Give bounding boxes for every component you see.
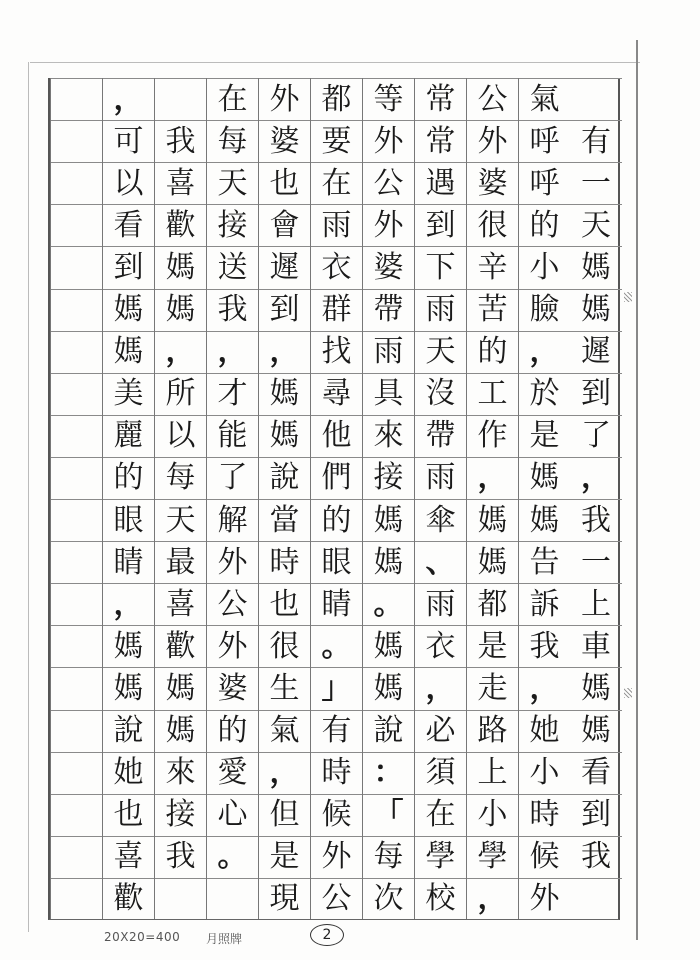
grid-cell [51,878,102,920]
grid-cell: 是 [467,625,518,667]
grid-cell: 婆 [467,162,518,204]
grid-cell [51,373,102,415]
grid-cell: 說 [363,710,414,752]
grid-cell: 媽 [519,499,570,541]
grid-cell: 走 [467,667,518,709]
grid-cell [51,752,102,794]
grid-cell [570,878,622,920]
grid-cell: 雨 [415,289,466,331]
grid-cell: 、 [415,541,466,583]
paper-brand-label: 月照牌 [206,932,243,946]
grid-cell: 路 [467,710,518,752]
grid-cell: 到 [415,204,466,246]
grid-cell: 雨 [311,204,362,246]
grid-column [362,78,414,919]
right-margin-line [636,40,638,940]
grid-cell: 群 [311,289,362,331]
grid-cell: 常 [415,120,466,162]
grid-cell: 呼 [519,162,570,204]
grid-cell: 到 [259,289,310,331]
grid-cell: 公 [311,878,362,920]
grid-cell: ， [519,667,570,709]
grid-cell: 婆 [207,667,258,709]
grid-cell: ， [103,583,154,625]
grid-cell: 公 [467,78,518,120]
grid-cell: 媽 [155,246,206,288]
grid-cell: 他 [311,415,362,457]
grid-cell: ， [207,331,258,373]
grid-cell: 次 [363,878,414,920]
grid-cell: 外 [207,625,258,667]
grid-cell: 車 [570,625,622,667]
grid-cell: 眼 [311,541,362,583]
grid-cell: 來 [363,415,414,457]
grid-cell: 我 [519,625,570,667]
grid-cell: ： [363,752,414,794]
grid-cell: 現 [259,878,310,920]
grid-cell [51,541,102,583]
grid-cell: 媽 [103,667,154,709]
grid-cell: 上 [570,583,622,625]
grid-cell: 媽 [103,289,154,331]
grid-cell: 喜 [103,836,154,878]
grid-cell: 公 [207,583,258,625]
grid-column [154,78,206,919]
grid-cell: 眼 [103,499,154,541]
grid-cell: 一 [570,541,622,583]
grid-cell: 帶 [415,415,466,457]
grid-cell: 天 [570,204,622,246]
grid-column [518,78,570,919]
grid-cell: 睛 [311,583,362,625]
grid-cell: 愛 [207,752,258,794]
grid-cell: 歡 [103,878,154,920]
grid-cell: 的 [467,331,518,373]
grid-cell: 接 [207,204,258,246]
grid-cell [51,331,102,373]
grid-cell: 也 [103,794,154,836]
grid-cell: 我 [155,120,206,162]
grid-cell: 於 [519,373,570,415]
grid-cell: 時 [311,752,362,794]
grid-cell: 的 [519,204,570,246]
grid-cell: 在 [311,162,362,204]
grid-cell: 工 [467,373,518,415]
grid-cell: 我 [570,836,622,878]
grid-column [206,78,258,919]
grid-cell: 外 [259,78,310,120]
grid-cell [570,78,622,120]
grid-cell: 常 [415,78,466,120]
page-number: 2 [310,924,344,946]
grid-cell: 遇 [415,162,466,204]
grid-cell: 遲 [259,246,310,288]
grid-column [310,78,362,919]
grid-cell [51,162,102,204]
grid-cell: 天 [155,499,206,541]
top-border-line [30,62,640,63]
grid-cell [51,120,102,162]
grid-cell: 媽 [259,373,310,415]
grid-cell [51,625,102,667]
grid-cell: 臉 [519,289,570,331]
grid-cell [51,794,102,836]
grid-cell: 。 [311,625,362,667]
grid-cell: 我 [155,836,206,878]
grid-cell: 生 [259,667,310,709]
grid-cell: 她 [103,752,154,794]
grid-cell: 當 [259,499,310,541]
grid-cell: 麗 [103,415,154,457]
grid-cell: 是 [519,415,570,457]
grid-cell: 小 [467,794,518,836]
grid-cell: 學 [467,836,518,878]
grid-cell: 每 [155,457,206,499]
grid-cell: ， [155,331,206,373]
grid-cell: 在 [415,794,466,836]
grid-cell: ， [467,457,518,499]
grid-cell: 歡 [155,204,206,246]
grid-cell: 帶 [363,289,414,331]
grid-cell: 到 [570,373,622,415]
grid-cell: 。 [207,836,258,878]
grid-column [50,78,102,919]
grid-cell: 很 [259,625,310,667]
grid-cell: 來 [155,752,206,794]
grid-cell: 時 [519,794,570,836]
grid-cell: 我 [570,499,622,541]
grid-cell: 遲 [570,331,622,373]
grid-cell: 天 [207,162,258,204]
binding-mark-top [624,292,632,302]
grid-cell: 婆 [363,246,414,288]
grid-cell [51,289,102,331]
grid-cell: 候 [311,794,362,836]
grid-cell: 但 [259,794,310,836]
grid-cell [155,78,206,120]
grid-cell: 媽 [570,289,622,331]
grid-cell: 雨 [415,583,466,625]
grid-cell: 所 [155,373,206,415]
left-margin-line [28,62,29,932]
grid-cell: ， [415,667,466,709]
grid-cell: 了 [570,415,622,457]
grid-cell: 以 [155,415,206,457]
grid-cell: 媽 [570,710,622,752]
grid-cell: 心 [207,794,258,836]
grid-cell: 媽 [363,625,414,667]
grid-cell [51,667,102,709]
grid-cell: ， [103,78,154,120]
grid-cell: 送 [207,246,258,288]
grid-cell: 氣 [259,710,310,752]
grid-cell: 。 [363,583,414,625]
grid-cell: 很 [467,204,518,246]
grid-cell: 的 [311,499,362,541]
grid-cell: 須 [415,752,466,794]
grid-cell [51,583,102,625]
grid-cell: 以 [103,162,154,204]
grid-cell: 衣 [415,625,466,667]
grid-cell: 小 [519,752,570,794]
grid-cell: 時 [259,541,310,583]
grid-cell: 公 [363,162,414,204]
grid-cell: 她 [519,710,570,752]
grid-cell: 要 [311,120,362,162]
grid-cell: 媽 [103,331,154,373]
grid-cell: 尋 [311,373,362,415]
grid-cell: 下 [415,246,466,288]
grid-cell: 說 [259,457,310,499]
grid-cell: 媽 [363,541,414,583]
grid-cell: 到 [103,246,154,288]
grid-cell: 歡 [155,625,206,667]
grid-cell: 睛 [103,541,154,583]
grid-column [570,78,622,919]
grid-cell [51,204,102,246]
grid-cell: 看 [570,752,622,794]
grid-column [466,78,518,919]
grid-cell: 媽 [363,499,414,541]
grid-cell [51,710,102,752]
grid-column [414,78,466,919]
grid-cell: 天 [415,331,466,373]
grid-cell [51,415,102,457]
grid-cell: 會 [259,204,310,246]
grid-cell: 外 [207,541,258,583]
grid-cell: 媽 [519,457,570,499]
grid-column [258,78,310,919]
grid-cell: 外 [467,120,518,162]
grid-cell: 的 [103,457,154,499]
grid-cell: 看 [103,204,154,246]
grid-cell: 都 [311,78,362,120]
grid-cell: 媽 [570,667,622,709]
grid-cell: 訴 [519,583,570,625]
grid-cell: 衣 [311,246,362,288]
grid-cell: 告 [519,541,570,583]
grid-formula-label: 20X20=400 [104,930,181,944]
grid-cell [51,246,102,288]
grid-cell: 們 [311,457,362,499]
grid-cell: 氣 [519,78,570,120]
grid-cell: 也 [259,583,310,625]
grid-cell: 喜 [155,583,206,625]
grid-cell: 婆 [259,120,310,162]
grid-cell [155,878,206,920]
grid-cell: 解 [207,499,258,541]
grid-cell: 能 [207,415,258,457]
grid-cell: 每 [363,836,414,878]
grid-cell: 在 [207,78,258,120]
grid-cell: 「 [363,794,414,836]
grid-cell: 媽 [155,667,206,709]
grid-cell: 可 [103,120,154,162]
grid-cell: 了 [207,457,258,499]
grid-cell: ， [259,752,310,794]
grid-cell: 也 [259,162,310,204]
grid-cell: 媽 [363,667,414,709]
grid-cell: 的 [207,710,258,752]
binding-mark-bottom [624,688,632,698]
grid-cell: 作 [467,415,518,457]
grid-cell: 雨 [415,457,466,499]
grid-cell: 校 [415,878,466,920]
grid-cell: 等 [363,78,414,120]
grid-cell: 媽 [155,289,206,331]
grid-cell: 到 [570,794,622,836]
grid-cell: 沒 [415,373,466,415]
grid-cell: 外 [519,878,570,920]
grid-cell: 雨 [363,331,414,373]
grid-cell: 媽 [467,541,518,583]
grid-cell: 找 [311,331,362,373]
grid-cell: 有 [311,710,362,752]
grid-cell: 外 [311,836,362,878]
grid-cell: 苦 [467,289,518,331]
grid-cell: 喜 [155,162,206,204]
grid-cell: 媽 [259,415,310,457]
grid-cell: 都 [467,583,518,625]
grid-cell: 每 [207,120,258,162]
grid-cell: ， [467,878,518,920]
grid-cell: 」 [311,667,362,709]
grid-cell: ， [570,457,622,499]
grid-cell: 必 [415,710,466,752]
manuscript-grid [48,78,620,920]
grid-cell: 外 [363,204,414,246]
grid-cell: 媽 [155,710,206,752]
grid-cell: 上 [467,752,518,794]
grid-cell: 小 [519,246,570,288]
grid-cell: 具 [363,373,414,415]
grid-cell: 有 [570,120,622,162]
grid-cell [207,878,258,920]
grid-cell: 傘 [415,499,466,541]
grid-cell: ， [519,331,570,373]
grid-column [102,78,154,919]
grid-cell: 我 [207,289,258,331]
grid-cell [51,499,102,541]
grid-cell: 說 [103,710,154,752]
grid-cell: 才 [207,373,258,415]
grid-cell: 媽 [103,625,154,667]
grid-cell: 最 [155,541,206,583]
grid-cell [51,78,102,120]
grid-cell: 學 [415,836,466,878]
grid-cell: 一 [570,162,622,204]
grid-cell: 外 [363,120,414,162]
grid-cell: 接 [155,794,206,836]
grid-cell: 接 [363,457,414,499]
grid-cell: 美 [103,373,154,415]
grid-cell: 呼 [519,120,570,162]
grid-cell: 候 [519,836,570,878]
grid-cell [51,457,102,499]
grid-cell: 辛 [467,246,518,288]
grid-cell: 媽 [570,246,622,288]
grid-cell: ， [259,331,310,373]
grid-cell [51,836,102,878]
grid-cell: 是 [259,836,310,878]
grid-cell: 媽 [467,499,518,541]
